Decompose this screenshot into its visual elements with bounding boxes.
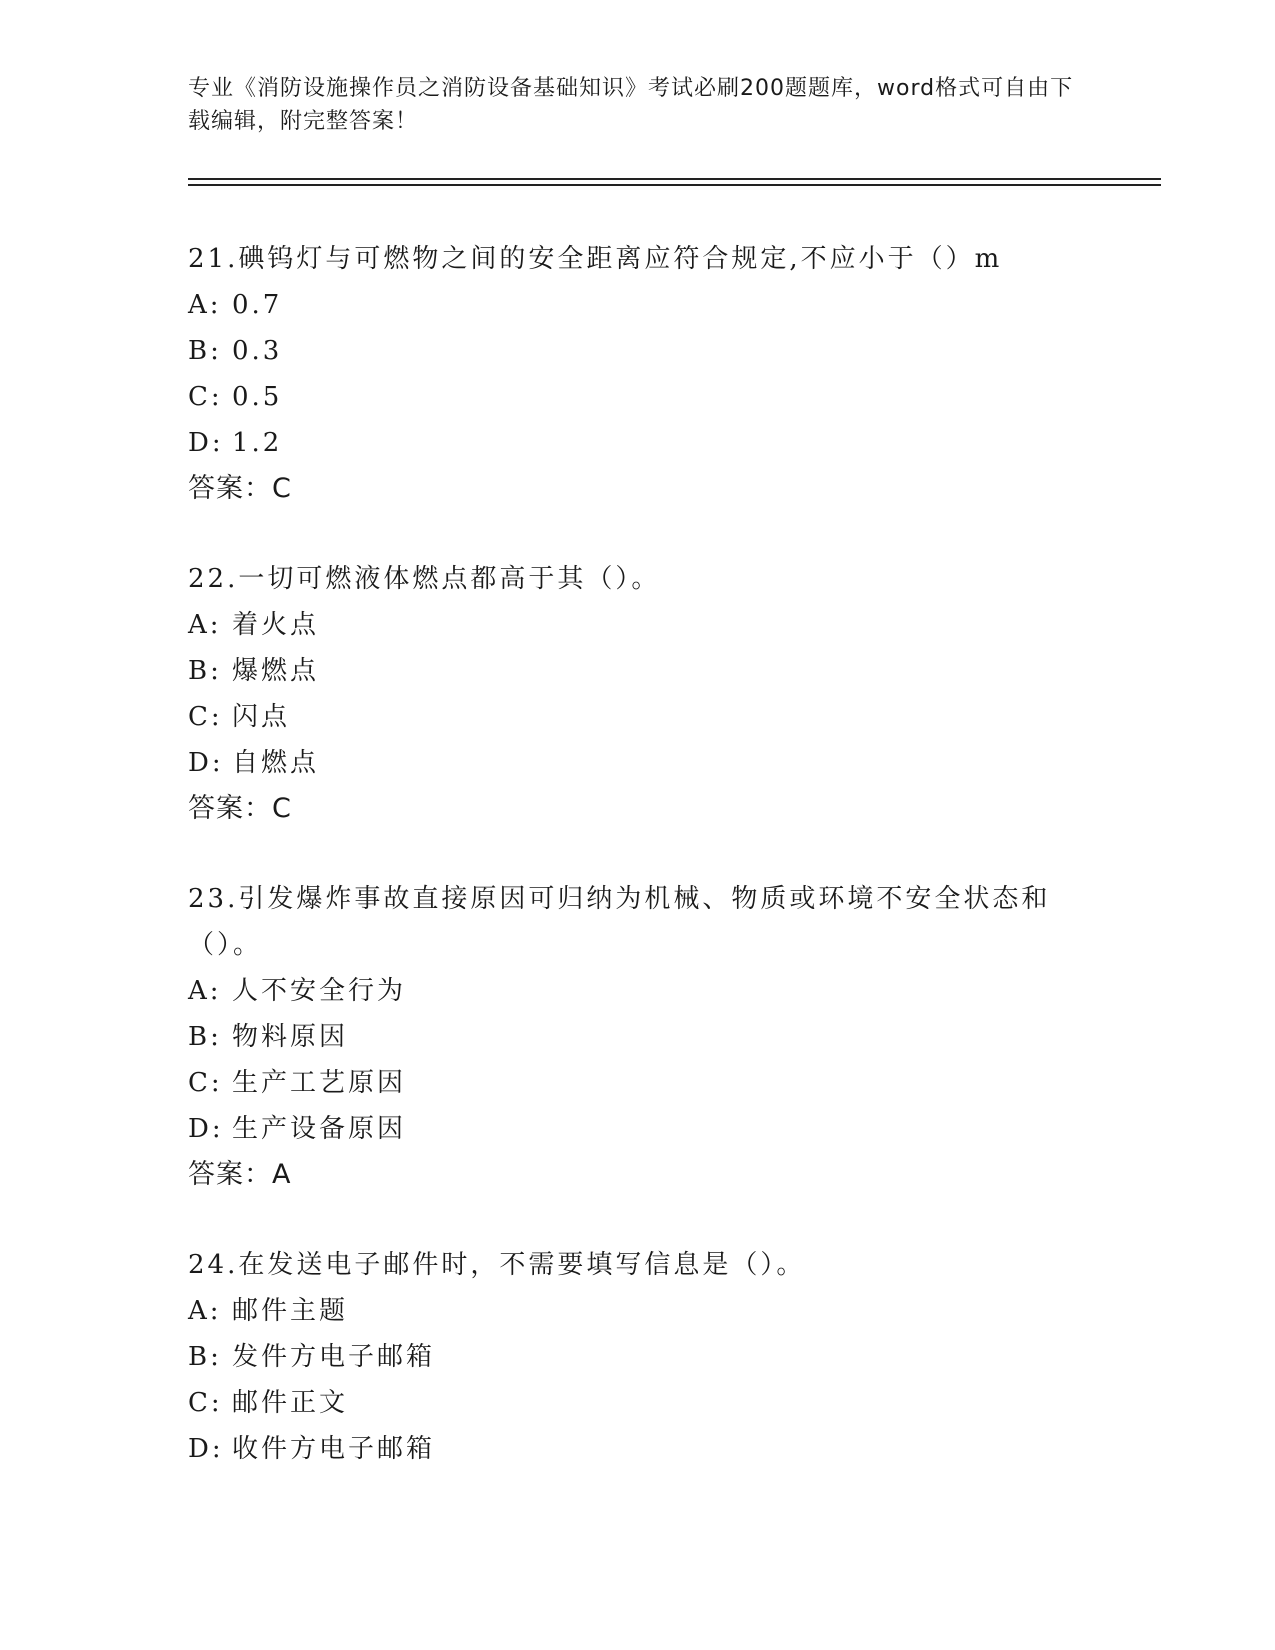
option-a: [188, 282, 1088, 328]
option-text: 物料原因: [232, 1022, 349, 1052]
answer-line: 答案：A: [188, 1159, 292, 1190]
option-c: [188, 374, 1088, 420]
option-letter: D:: [188, 1434, 224, 1464]
option-text: 邮件正文: [232, 1388, 349, 1418]
option-a: [188, 1288, 1088, 1334]
option-text: 0.7: [232, 290, 283, 320]
option-d: [188, 1106, 1088, 1152]
option-letter: D:: [188, 1114, 224, 1144]
option-text: 0.3: [232, 336, 283, 366]
option-text: 邮件主题: [232, 1296, 349, 1326]
question-block: [188, 556, 1088, 832]
option-letter: C:: [188, 1068, 223, 1098]
option-b: [188, 648, 1088, 694]
option-letter: D:: [188, 428, 224, 458]
option-letter: A:: [188, 1296, 222, 1326]
option-letter: B:: [188, 336, 222, 366]
answer-line: 答案：C: [188, 793, 292, 824]
option-text: 发件方电子邮箱: [232, 1342, 436, 1372]
option-c: [188, 1380, 1088, 1426]
question-block: [188, 1242, 1088, 1472]
option-letter: C:: [188, 702, 223, 732]
option-a: [188, 968, 1088, 1014]
option-d: [188, 420, 1088, 466]
option-text: 自燃点: [232, 748, 320, 778]
header-divider-bottom: [188, 184, 1161, 186]
option-text: 生产设备原因: [232, 1114, 407, 1144]
option-b: [188, 1014, 1088, 1060]
option-text: 生产工艺原因: [232, 1068, 407, 1098]
option-c: [188, 1060, 1088, 1106]
option-letter: B:: [188, 656, 222, 686]
option-d: [188, 1426, 1088, 1472]
option-text: 收件方电子邮箱: [232, 1434, 436, 1464]
option-letter: D:: [188, 748, 224, 778]
option-d: [188, 740, 1088, 786]
option-text: 着火点: [232, 610, 320, 640]
question-block: [188, 236, 1088, 512]
option-c: [188, 694, 1088, 740]
option-b: [188, 1334, 1088, 1380]
option-letter: A:: [188, 976, 222, 1006]
question-stem: 24.在发送电子邮件时，不需要填写信息是（）。: [188, 1250, 806, 1280]
option-letter: C:: [188, 382, 223, 412]
option-letter: B:: [188, 1342, 222, 1372]
option-text: 1.2: [232, 428, 283, 458]
answer-line: 答案：C: [188, 473, 292, 504]
option-letter: B:: [188, 1022, 222, 1052]
question-stem: 22.一切可燃液体燃点都高于其（）。: [188, 564, 661, 594]
option-text: 0.5: [232, 382, 283, 412]
question-stem: 23.引发爆炸事故直接原因可归纳为机械、物质或环境不安全状态和（）。: [188, 884, 1051, 960]
option-letter: C:: [188, 1388, 223, 1418]
option-b: [188, 328, 1088, 374]
question-block: [188, 876, 1088, 1198]
document-header: 专业《消防设施操作员之消防设备基础知识》考试必刷200题题库，word格式可自由下载编辑，附完整答案！: [188, 76, 1074, 134]
option-text: 爆燃点: [232, 656, 320, 686]
question-stem: 21.碘钨灯与可燃物之间的安全距离应符合规定,不应小于（）m: [188, 244, 1003, 274]
header-divider-top: [188, 178, 1161, 180]
option-letter: A:: [188, 610, 222, 640]
option-text: 闪点: [232, 702, 291, 732]
option-letter: A:: [188, 290, 222, 320]
option-text: 人不安全行为: [232, 976, 407, 1006]
option-a: [188, 602, 1088, 648]
